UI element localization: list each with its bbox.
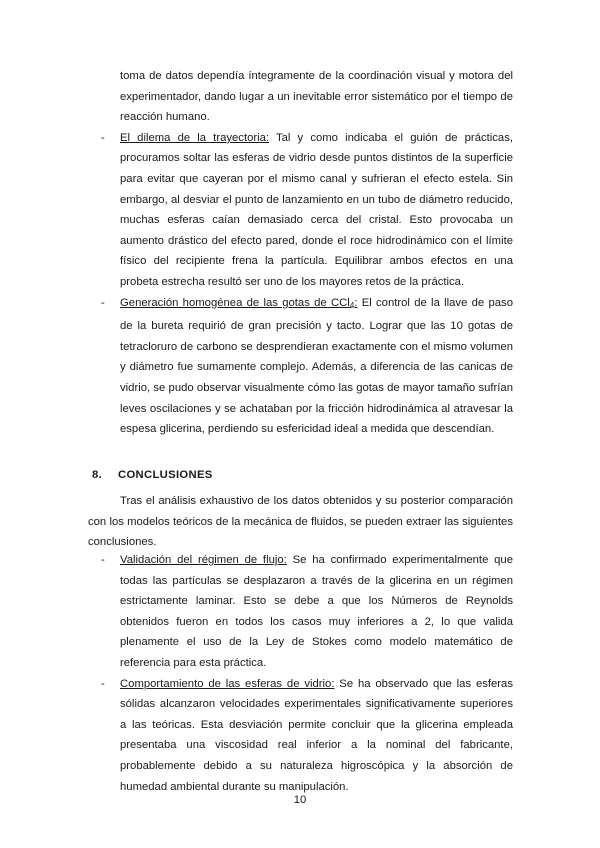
item-text: Se ha confirmado experimentalmente que todas las partículas se desplazaron a través de la glicerina en un régimen estrictamente laminar. Esto se debe a que los Números de Reynolds obtenidos fueron en todos los casos muy inferiores a 2, lo que valida plenamente el uso de la Ley de Stokes como modelo matemático de referencia para esta práctica. [120,554,513,669]
item-title: Comportamiento de las esferas de vidrio: [120,677,335,690]
list-item [101,550,513,674]
difficulties-block [101,66,513,440]
conclusions-block [101,550,513,797]
list-item [101,293,513,440]
list-dash: - [101,131,105,144]
continuation-paragraph [120,66,513,128]
page-number: 10 [293,794,307,806]
subscript: 4 [349,300,355,310]
list-dash: - [101,677,105,690]
item-title-colon: : [354,296,358,309]
continuation-text: toma de datos dependía íntegramente de la coordinación visual y motora del experimentador, dando lugar a un inevitable error sistemático por el tiempo de reacción humano. [120,70,513,124]
section-title: CONCLUSIONES [118,469,213,481]
section-heading [92,469,213,481]
intro-paragraph: Tras el análisis exhaustivo de los datos obtenidos y su posterior comparación con los modelos teóricos de la mecánica de fluidos, se pueden extraer las siguientes conclusiones. [88,495,513,549]
section-number: 8. [92,469,103,481]
list-item [101,128,513,293]
item-text: Tal y como indicaba el guión de prácticas, procuramos soltar las esferas de vidrio desde puntos distintos de la superficie para evitar que cayeran por el mismo canal y sufrieran el efecto estela. Sin embargo, al desviar el punto de lanzamiento en un tubo de diámetro reducido, muchas esferas caían demasiado cerca del cristal. Esto provocaba un aumento drástico del efecto pared, donde el roce hidrodinámico con el límite físico del recipiente frena la partícula. Equilibrar ambos efectos en una probeta estrecha resultó ser uno de los mayores retos de la práctica. [120,131,513,288]
list-dash: - [101,554,105,566]
list-item [101,674,513,798]
item-title [120,297,357,309]
item-text: El control de la llave de paso de la bureta requirió de gran precisión y tacto. Lograr que las 10 gotas de tetracloruro de carbono se desprendieran exactamente con el mismo volumen y diámetro fue sumamente complejo. Además, a diferencia de las canicas de vidrio, se pudo observar visualmente cómo las gotas de mayor tamaño sufrían leves oscilaciones y se achataban por la fricción hidrodinámica al atravesar la espesa glicerina, perdiendo su esfericidad ideal a medida que descendían. [120,296,513,436]
list-dash: - [101,296,105,309]
item-title: El dilema de la trayectoria: [120,131,270,144]
item-title-main: Generación homogénea de las gotas de CCl [120,296,350,309]
item-text: Se ha observado que las esferas sólidas alcanzaron velocidades experimentales significativamente superiores a las teóricas. Esta desviación permite concluir que la glicerina empleada presentaba una viscosidad real inferior a la nominal del fabricante, probablemente debido a su naturaleza higroscópica y la absorción de humedad ambiental durante su manipulación. [120,677,513,793]
item-title: Validación del régimen de flujo: [120,554,287,566]
